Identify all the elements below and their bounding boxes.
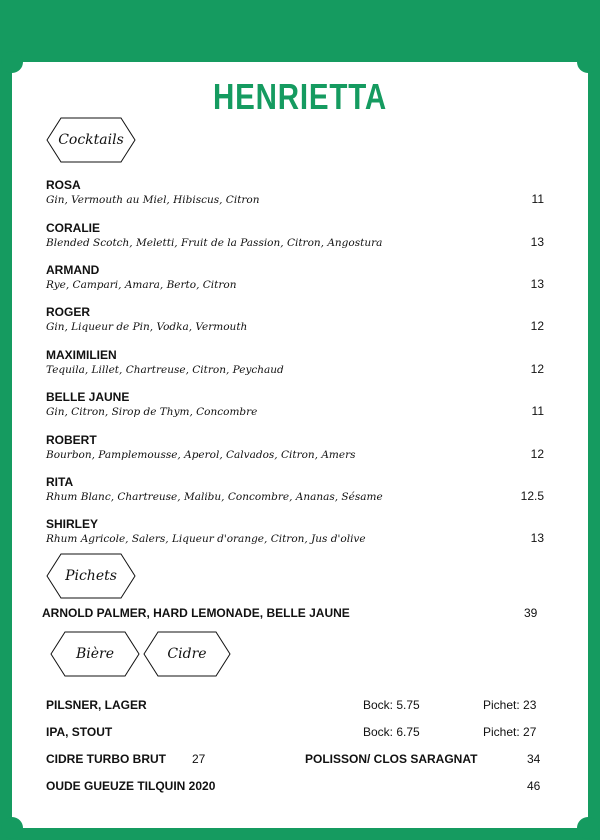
cocktail-desc: Bourbon, Pamplemousse, Aperol, Calvados, Citron, Amers [46,449,356,461]
cocktail-desc: Rhum Blanc, Chartreuse, Malibu, Concombre, Ananas, Sésame [46,491,383,503]
cocktail-price: 12 [530,319,544,333]
cocktail-price: 13 [530,277,544,291]
cocktail-desc: Tequila, Lillet, Chartreuse, Citron, Peychaud [46,364,284,376]
cocktail-price: 12 [530,447,544,461]
beer-bock-price: Bock: 6.75 [363,725,420,739]
beer-pichet-price: Pichet: 23 [483,698,537,712]
cocktail-name: ROSA [46,178,81,192]
cocktail-price: 13 [530,235,544,249]
cocktail-item [46,305,546,334]
biere-section-header [50,631,140,677]
cocktail-item [46,263,546,292]
cocktail-item [46,221,546,250]
pichets-label: Pichets [65,568,117,584]
cocktail-desc: Blended Scotch, Meletti, Fruit de la Passion, Citron, Angostura [46,237,383,249]
cocktail-name: SHIRLEY [46,517,99,531]
cocktail-item [46,178,546,207]
beer-pichet-price: Pichet: 27 [483,725,537,739]
cidre-label: Cidre [167,646,207,662]
cidre-section-header [143,631,231,677]
cocktail-name: RITA [46,475,74,489]
biere-label: Bière [75,646,115,662]
cider-price: 27 [192,752,206,766]
cider-price: 46 [527,779,541,793]
cocktails-section-header [46,117,136,163]
cocktail-item [46,475,546,504]
cider-name: CIDRE TURBO BRUT [46,752,166,766]
beer-name: IPA, STOUT [46,725,113,739]
pichet-item-price: 39 [524,606,538,620]
beer-name: PILSNER, LAGER [46,698,147,712]
cocktail-name: ARMAND [46,263,100,277]
cocktail-name: BELLE JAUNE [46,390,130,404]
cider-price: 34 [527,752,541,766]
cocktail-name: MAXIMILIEN [46,348,117,362]
beer-bock-price: Bock: 5.75 [363,698,420,712]
cocktail-price: 12 [530,362,544,376]
cocktail-desc: Rhum Agricole, Salers, Liqueur d'orange, Citron, Jus d'olive [46,533,366,545]
cocktail-price: 13 [530,531,544,545]
cocktail-desc: Gin, Citron, Sirop de Thym, Concombre [46,406,258,418]
cocktail-desc: Gin, Vermouth au Miel, Hibiscus, Citron [46,194,260,206]
cocktail-name: ROGER [46,305,91,319]
cocktail-desc: Gin, Liqueur de Pin, Vodka, Vermouth [46,321,248,333]
cider-name: POLISSON/ CLOS SARAGNAT [305,752,478,766]
cocktail-item [46,390,546,419]
menu-title: HENRIETTA [212,76,388,117]
cocktail-item [46,433,546,462]
cocktail-price: 11 [531,404,544,418]
cocktails-label: Cocktails [58,132,124,148]
cocktail-price: 12.5 [520,489,544,503]
corner-notch-bottom-left [1,817,23,839]
pichets-section-header [46,553,136,599]
cocktail-name: ROBERT [46,433,97,447]
corner-notch-top-left [1,51,23,73]
pichet-item-name: ARNOLD PALMER, HARD LEMONADE, BELLE JAUNE [42,606,350,620]
corner-notch-top-right [577,51,599,73]
corner-notch-bottom-right [577,817,599,839]
cider-name: OUDE GUEUZE TILQUIN 2020 [46,779,216,793]
cocktail-item [46,517,546,546]
cocktail-desc: Rye, Campari, Amara, Berto, Citron [46,279,237,291]
cocktail-name: CORALIE [46,221,100,235]
cocktail-price: 11 [531,192,544,206]
cocktail-item [46,348,546,377]
